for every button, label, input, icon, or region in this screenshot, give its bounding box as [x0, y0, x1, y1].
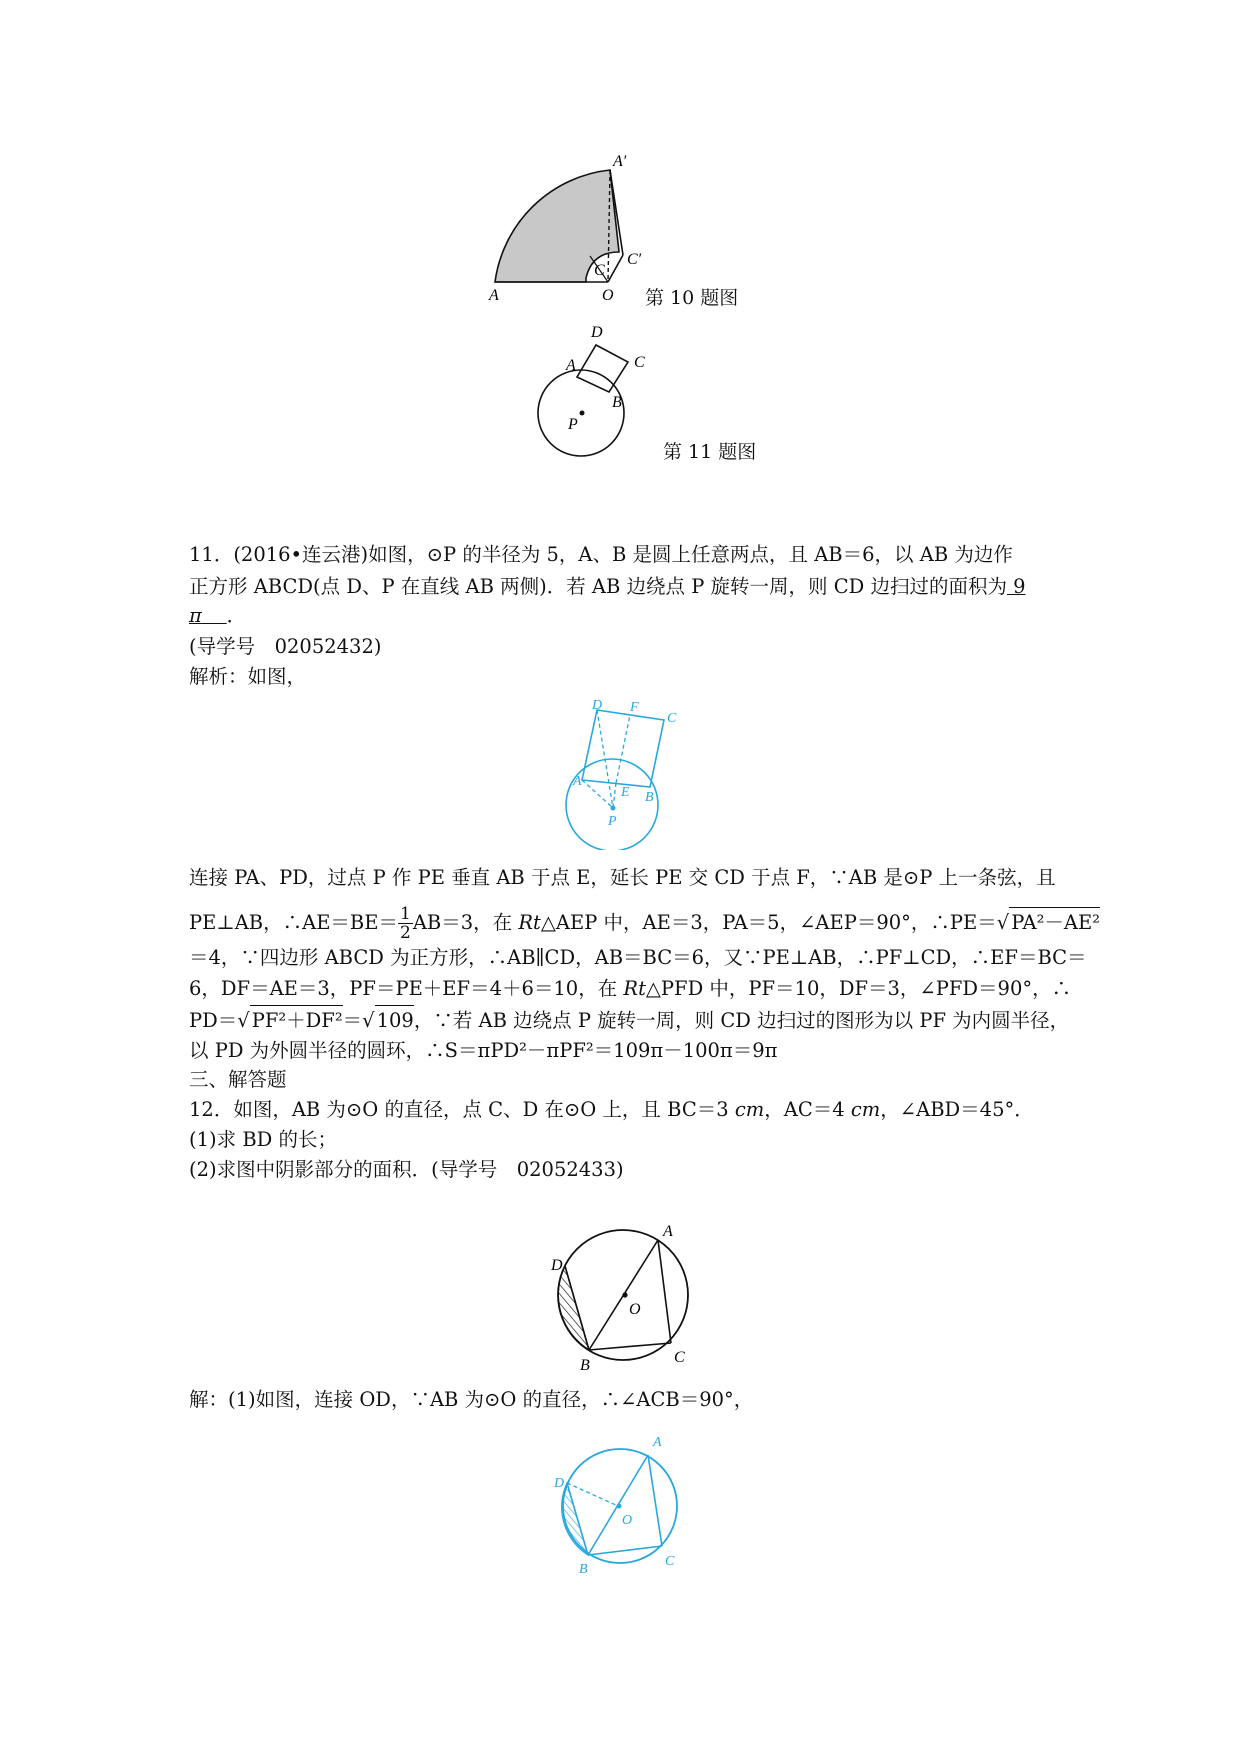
q11-ref: (导学号 02052432)	[189, 635, 382, 658]
label-c: C	[674, 1349, 685, 1366]
sol-text: ＝	[342, 1009, 363, 1032]
unit: cm	[734, 1098, 765, 1121]
q12-text: ，∠ABD＝45°．	[880, 1098, 1034, 1121]
label-o: O	[622, 1513, 633, 1528]
answer-blank-part1: 9	[1006, 575, 1026, 598]
analysis-label: 解析：如图，	[189, 665, 307, 688]
label-b: B	[645, 790, 654, 805]
label-o: O	[602, 287, 614, 304]
sqrt-expression: 109	[375, 1005, 414, 1036]
sol-text: PD＝	[189, 1009, 238, 1032]
label-c: C	[665, 1554, 675, 1569]
sol-text: △PFD 中，PF＝10，DF＝3，∠PFD＝90°，∴	[645, 977, 1072, 1000]
sol-text: ，∵若 AB 边绕点 P 旋转一周，则 CD 边扫过的图形为以 PF 为内圆半径，	[413, 1009, 1070, 1032]
label-d: D	[554, 1476, 565, 1491]
label-d: D	[591, 324, 603, 341]
label-a: A	[573, 774, 582, 789]
unit: cm	[850, 1098, 881, 1121]
answer-blank-part2: π	[189, 604, 202, 627]
sol-rt: Rt	[518, 911, 541, 934]
section-heading: 三、解答题	[189, 1068, 287, 1091]
label-a: A	[653, 1435, 662, 1450]
sol-text: PE⊥AB，∴AE＝BE＝	[189, 911, 398, 934]
sol-rt: Rt	[623, 977, 646, 1000]
shaded-segment	[558, 1266, 589, 1350]
q11-line3-end: ．	[226, 604, 247, 627]
label-a-prime: A′	[613, 153, 627, 170]
sol-text: 6，DF＝AE＝3，PF＝PE＋EF＝4＋6＝10，在	[189, 977, 624, 1000]
q12-solution1: 解：(1)如图，连接 OD，∵AB 为⊙O 的直径，∴∠ACB＝90°，	[189, 1388, 754, 1411]
label-c-prime: C′	[627, 251, 642, 268]
label-b: B	[580, 1357, 590, 1374]
solution11-line6: 以 PD 为外圆半径的圆环，∴S＝πPD²－πPF²＝109π－100π＝9π	[189, 1039, 778, 1062]
label-a: A	[566, 357, 576, 374]
label-c: C	[634, 354, 645, 371]
q11-line1: 11．(2016•连云港)如图，⊙P 的半径为 5，A、B 是圆上任意两点，且 AB＝6，以 AB 为边作	[189, 543, 1013, 566]
q12-line1	[189, 1095, 1034, 1125]
solution11-line5: PD＝√ PF²＋DF²＝√ 109，∵若 AB 边绕点 P 旋转一周，则 CD 边扫过的图形为以 PF 为内圆半径，	[189, 1005, 1069, 1036]
q11-line3	[189, 601, 246, 631]
sqrt-expression: PF²＋DF²	[250, 1005, 343, 1036]
q11-line2-text: 正方形 ABCD(点 D、P 在直线 AB 两侧)．若 AB 边绕点 P 旋转一周，则 CD 边扫过的面积为	[189, 575, 1007, 598]
q12-text: 12．如图，AB 为⊙O 的直径，点 C、D 在⊙O 上，且 BC＝3	[189, 1098, 735, 1121]
label-p: P	[568, 416, 578, 433]
label-p: P	[608, 814, 617, 829]
caption-fig10: 第 10 题图	[645, 287, 739, 309]
figure-11-solution	[560, 700, 710, 850]
label-f: F	[630, 700, 639, 715]
solution11-line3: ＝4，∵四边形 ABCD 为正方形，∴AB∥CD，AB＝BC＝6，又∵PE⊥AB，∴PF⊥CD，∴EF＝BC＝	[189, 946, 1087, 969]
label-a: A	[663, 1223, 673, 1240]
figure-12-solution	[545, 1425, 705, 1585]
solution11-line1: 连接 PA、PD，过点 P 作 PE 垂直 AB 于点 E，延长 PE 交 CD 于点 F，∵AB 是⊙P 上一条弦，且	[189, 866, 1056, 889]
sqrt-expression: PA²－AE²	[1009, 907, 1100, 938]
q12-part2: (2)求图中阴影部分的面积．(导学号 02052433)	[189, 1158, 624, 1181]
q11-line2	[189, 572, 1026, 602]
label-c: C	[667, 711, 677, 726]
label-a: A	[489, 287, 499, 304]
figure-12	[540, 1215, 710, 1380]
label-o: O	[629, 1301, 641, 1318]
label-d: D	[592, 700, 603, 713]
label-e: E	[621, 785, 630, 800]
label-d: D	[551, 1257, 563, 1274]
label-c: C	[594, 262, 605, 279]
label-b: B	[612, 394, 622, 411]
caption-fig11: 第 11 题图	[663, 441, 757, 463]
sol-text: △AEP 中，AE＝3，PA＝5，∠AEP＝90°，∴PE＝	[540, 911, 997, 934]
q12-text: ，AC＝4	[764, 1098, 851, 1121]
q12-part1: (1)求 BD 的长；	[189, 1128, 337, 1151]
solution11-line4	[189, 974, 1071, 1004]
fraction-one-half: $\frac{1}{2}$	[400, 904, 411, 943]
label-b: B	[579, 1562, 588, 1577]
solution11-line2: PE⊥AB，∴AE＝BE＝ $\frac{1}{2}$ AB＝3，在 Rt△AEP 中，AE＝3，PA＝5，∠AEP＝90°，∴PE＝√ PA²－AE²	[189, 904, 1101, 943]
sol-text: AB＝3，在	[412, 911, 519, 934]
